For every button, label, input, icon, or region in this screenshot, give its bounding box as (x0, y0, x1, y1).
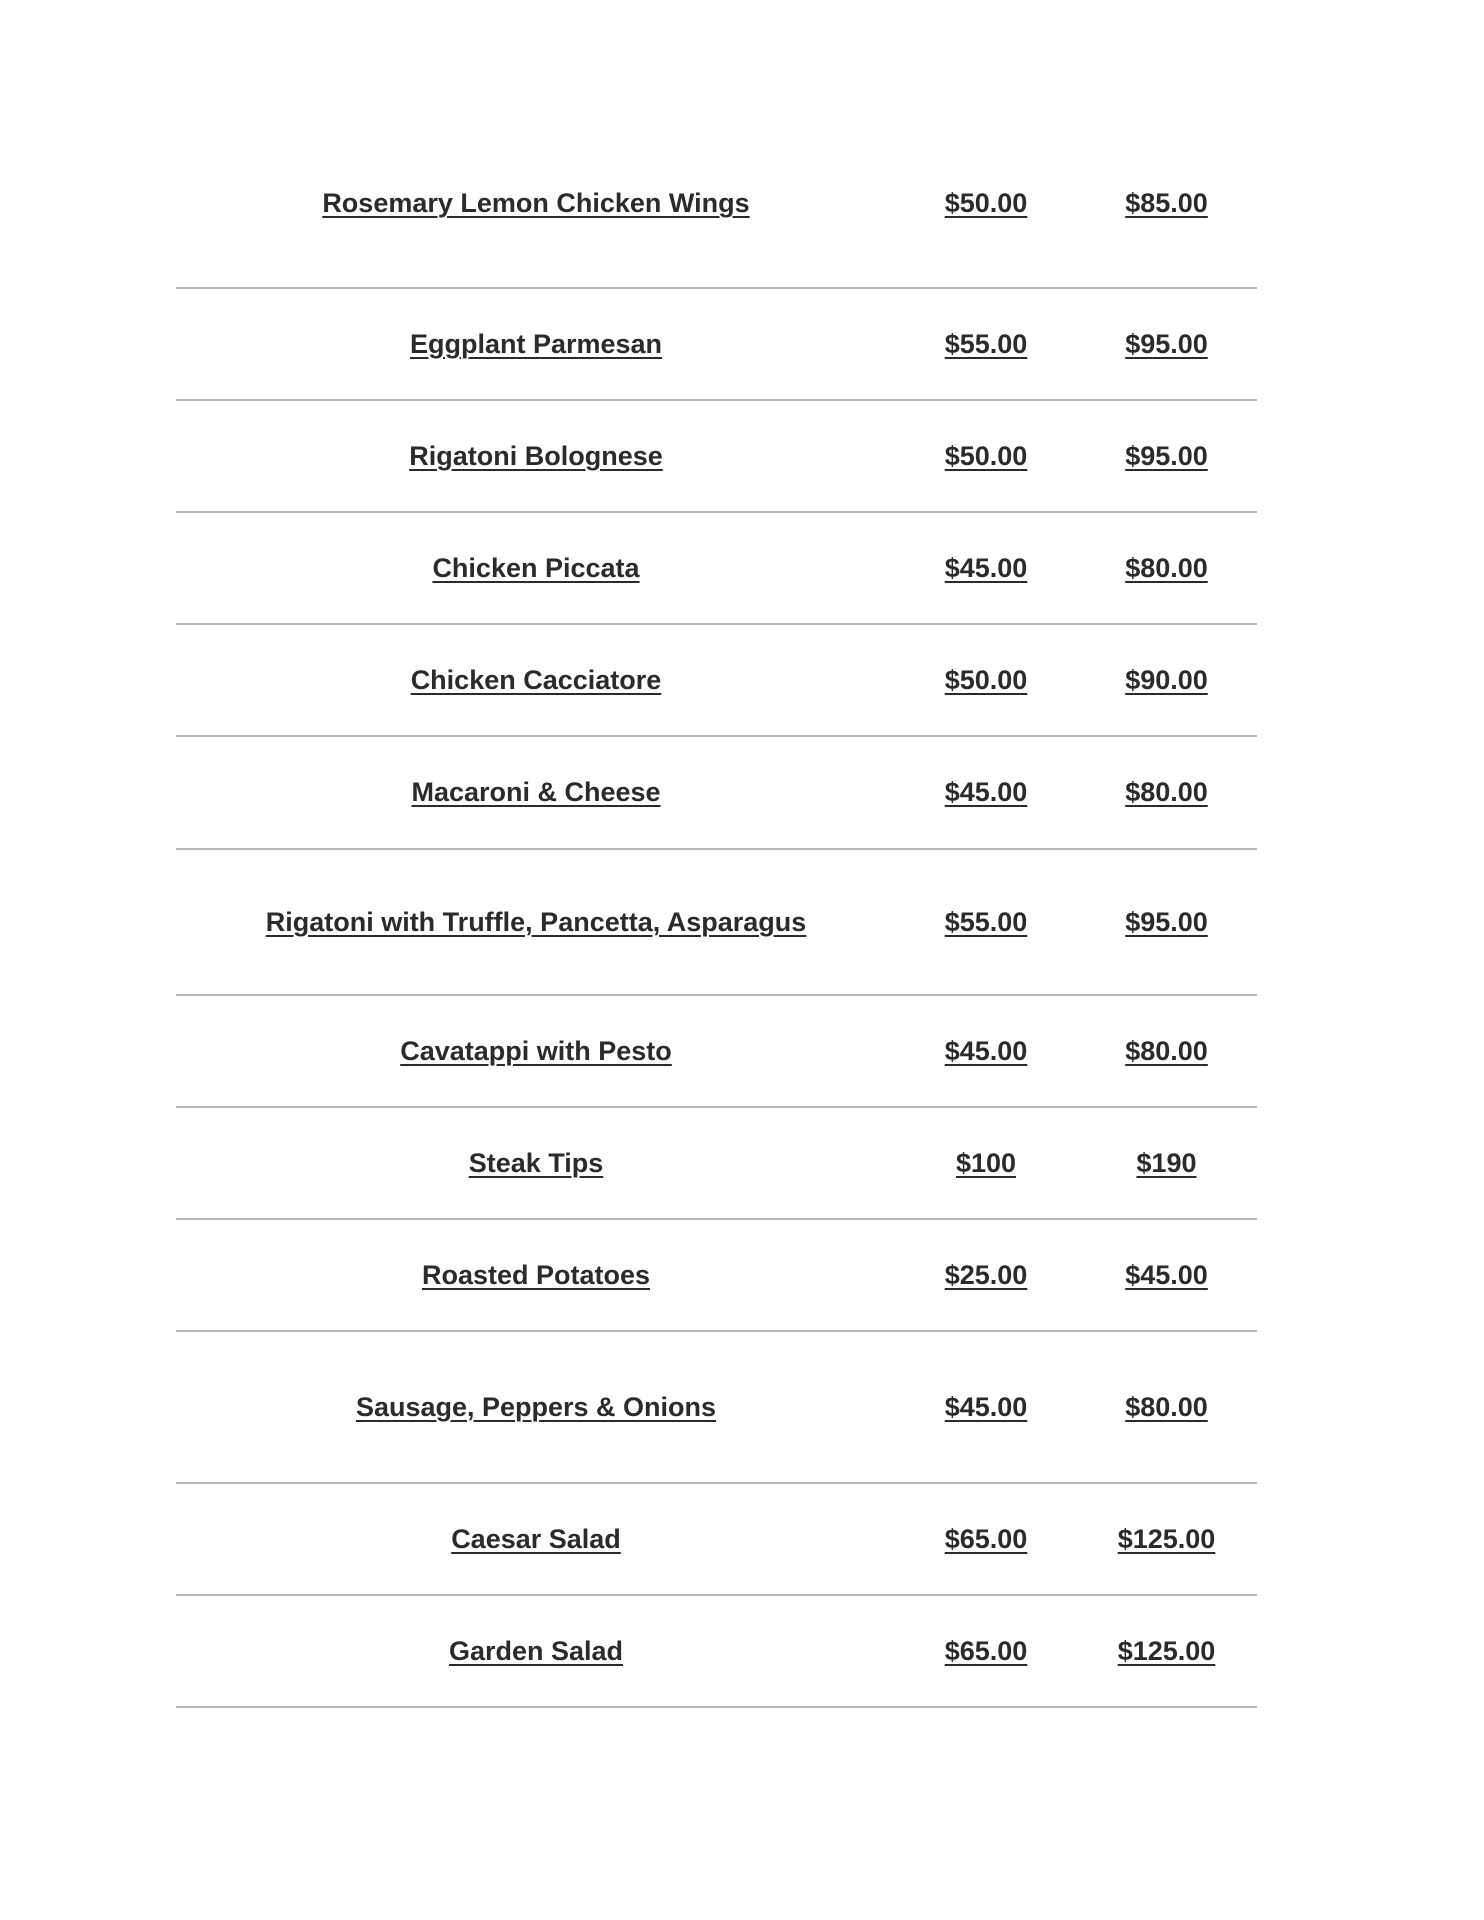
item-price-full-tray: $95.00 (1125, 906, 1208, 937)
table-row (176, 737, 1257, 850)
item-price-full-tray: $80.00 (1125, 777, 1208, 807)
item-name: Macaroni & Cheese (411, 777, 661, 807)
item-price-half-tray: $50.00 (944, 664, 1028, 695)
item-name: Cavatappi with Pesto (400, 1035, 672, 1066)
item-price-half-tray: $65.00 (944, 1523, 1028, 1554)
table-row (176, 1596, 1257, 1708)
table-row (176, 1108, 1257, 1220)
item-price-full-tray: $80.00 (1125, 552, 1208, 583)
table-row (176, 289, 1257, 401)
item-name: Sausage, Peppers & Onions (355, 1391, 717, 1422)
item-price-half-tray: $45.00 (944, 552, 1028, 583)
item-name: Roasted Potatoes (421, 1259, 651, 1290)
item-price-half-tray: $55.00 (944, 328, 1028, 359)
item-price-full-tray: $45.00 (1125, 1259, 1208, 1290)
table-row (176, 850, 1257, 996)
item-price-half-tray: $45.00 (944, 777, 1028, 807)
item-price-half-tray: $45.00 (944, 1035, 1028, 1066)
item-price-full-tray: $95.00 (1125, 440, 1208, 471)
table-row (176, 625, 1257, 737)
item-price-full-tray: $125.00 (1117, 1635, 1216, 1666)
menu-table (176, 120, 1257, 1708)
item-price-half-tray: $65.00 (944, 1635, 1028, 1666)
item-price-half-tray: $55.00 (944, 906, 1028, 937)
item-price-half-tray: $45.00 (944, 1391, 1028, 1422)
item-name: Chicken Piccata (432, 552, 640, 583)
item-price-full-tray: $80.00 (1125, 1391, 1208, 1422)
item-name: Rigatoni with Truffle, Pancetta, Asparagus (265, 906, 807, 937)
table-row (176, 120, 1257, 289)
item-name: Garden Salad (448, 1635, 624, 1666)
item-price-full-tray: $125.00 (1117, 1523, 1216, 1554)
table-row (176, 1332, 1257, 1484)
item-price-half-tray: $50.00 (944, 188, 1028, 218)
item-price-half-tray: $100 (955, 1147, 1017, 1178)
table-row (176, 996, 1257, 1108)
table-row (176, 401, 1257, 513)
item-name: Rosemary Lemon Chicken Wings (322, 188, 750, 218)
item-price-full-tray: $95.00 (1125, 328, 1208, 359)
item-name: Steak Tips (468, 1147, 604, 1178)
item-price-full-tray: $90.00 (1125, 664, 1208, 695)
item-name: Caesar Salad (451, 1523, 621, 1554)
item-name: Eggplant Parmesan (409, 328, 663, 359)
item-price-full-tray: $85.00 (1125, 188, 1208, 218)
item-price-half-tray: $50.00 (944, 440, 1028, 471)
item-price-half-tray: $25.00 (944, 1259, 1028, 1290)
item-name: Chicken Cacciatore (410, 664, 662, 695)
item-name: Rigatoni Bolognese (409, 440, 663, 471)
table-row (176, 1220, 1257, 1332)
table-row (176, 1484, 1257, 1596)
item-price-full-tray: $190 (1136, 1147, 1197, 1178)
item-price-full-tray: $80.00 (1125, 1035, 1208, 1066)
table-row (176, 513, 1257, 625)
